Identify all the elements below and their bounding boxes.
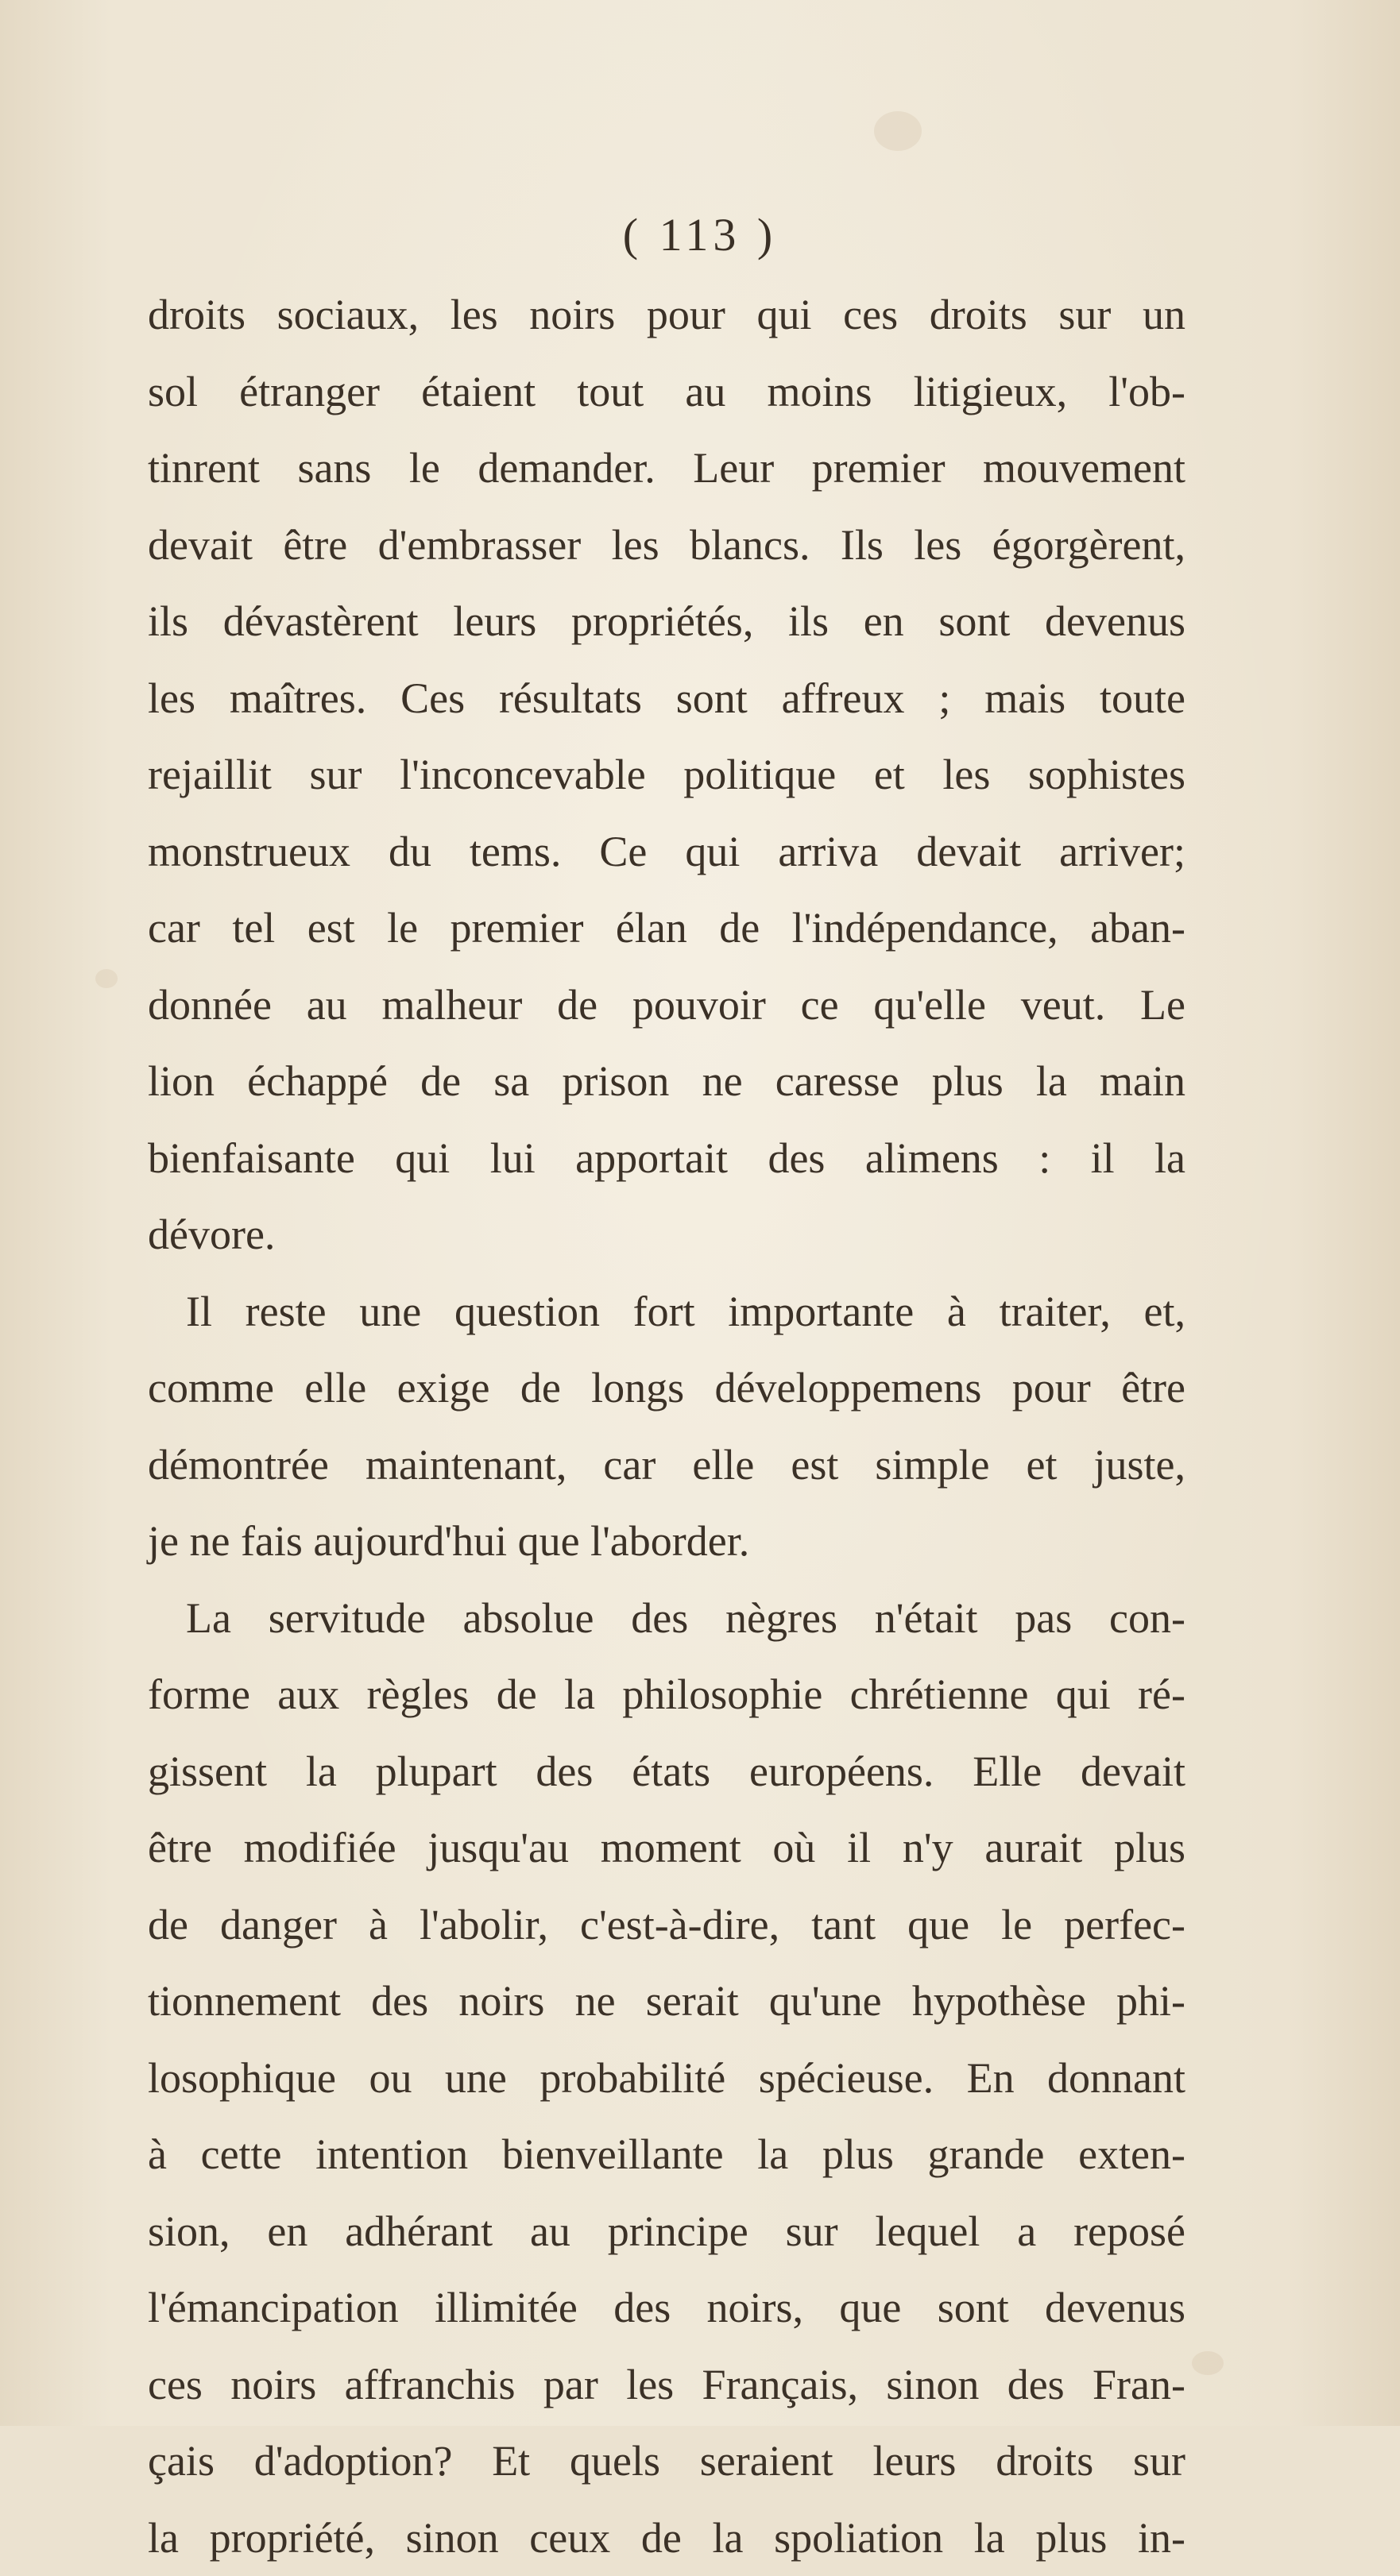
page-number: ( 113 ) <box>0 208 1400 261</box>
text-line: donnée au malheur de pouvoir ce qu'elle veut. Le <box>148 967 1185 1044</box>
text-line: je ne fais aujourd'hui que l'aborder. <box>148 1503 1185 1580</box>
text-line: ils dévastèrent leurs propriétés, ils en sont devenus <box>148 583 1185 660</box>
paper-stain <box>95 969 118 988</box>
text-line: lion échappé de sa prison ne caresse plus la main <box>148 1043 1185 1120</box>
text-line: dévore. <box>148 1196 1185 1273</box>
text-line: tinrent sans le demander. Leur premier mouvement <box>148 430 1185 507</box>
text-line: losophique ou une probabilité spécieuse. En donnant <box>148 2040 1185 2117</box>
text-line: gissent la plupart des états européens. Elle devait <box>148 1733 1185 1810</box>
text-line: car tel est le premier élan de l'indépendance, aban- <box>148 890 1185 967</box>
text-line: tionnement des noirs ne serait qu'une hypothèse phi- <box>148 1963 1185 2040</box>
text-line: à cette intention bienveillante la plus grande exten- <box>148 2116 1185 2193</box>
text-line: sion, en adhérant au principe sur lequel a reposé <box>148 2193 1185 2270</box>
text-line: La servitude absolue des nègres n'était pas con- <box>148 1580 1185 1657</box>
text-line: sol étranger étaient tout au moins litigieux, l'ob- <box>148 353 1185 431</box>
text-line: de danger à l'abolir, c'est-à-dire, tant que le perfec- <box>148 1887 1185 1964</box>
paper-stain <box>1192 2351 1224 2375</box>
text-line: la propriété, sinon ceux de la spoliation la plus in- <box>148 2500 1185 2576</box>
text-line: devait être d'embrasser les blancs. Ils les égorgèrent, <box>148 507 1185 584</box>
text-line: monstrueux du tems. Ce qui arriva devait arriver; <box>148 813 1185 890</box>
body-text <box>148 276 1185 2576</box>
text-line: forme aux règles de la philosophie chrétienne qui ré- <box>148 1656 1185 1733</box>
text-line: Il reste une question fort importante à traiter, et, <box>148 1273 1185 1350</box>
text-line: comme elle exige de longs développemens pour être <box>148 1350 1185 1427</box>
text-line: bienfaisante qui lui apportait des alimens : il la <box>148 1120 1185 1197</box>
paper-stain <box>874 111 922 151</box>
text-line: çais d'adoption? Et quels seraient leurs droits sur <box>148 2423 1185 2500</box>
text-line: ces noirs affranchis par les Français, sinon des Fran- <box>148 2346 1185 2423</box>
text-line: démontrée maintenant, car elle est simple et juste, <box>148 1427 1185 1504</box>
text-line: rejaillit sur l'inconcevable politique et les sophistes <box>148 736 1185 813</box>
text-line: droits sociaux, les noirs pour qui ces droits sur un <box>148 276 1185 353</box>
text-line: l'émancipation illimitée des noirs, que sont devenus <box>148 2269 1185 2346</box>
text-line: être modifiée jusqu'au moment où il n'y aurait plus <box>148 1809 1185 1887</box>
text-line: les maîtres. Ces résultats sont affreux ; mais toute <box>148 660 1185 737</box>
